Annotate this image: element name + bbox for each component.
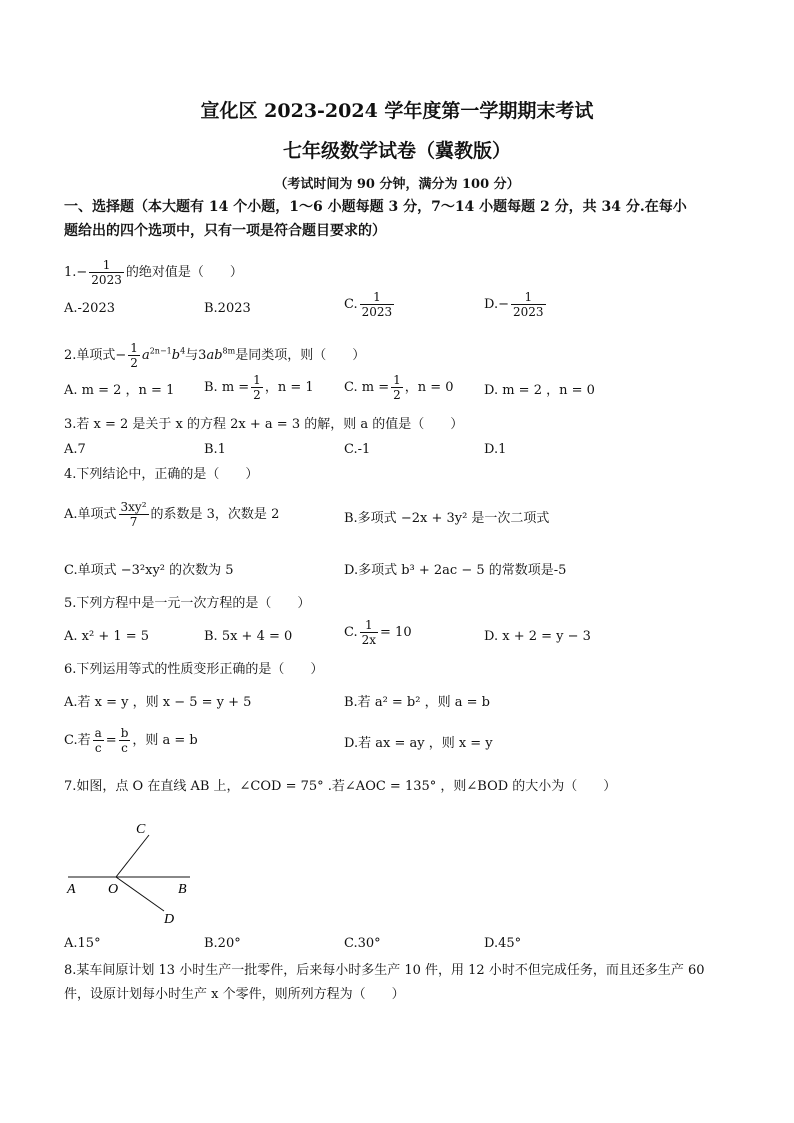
q2-b-prefix: B. m = <box>204 380 250 395</box>
q2-suffix: 是同类项，则（ ） <box>235 348 366 363</box>
q6-option-a: A.若 x = y ，则 x − 5 = y + 5 <box>64 695 252 710</box>
q2-c-den: 2 <box>393 388 401 402</box>
question-6-stem: 6.下列运用等式的性质变形正确的是（ ） <box>64 662 324 677</box>
q7-option-a: A.15° <box>64 936 101 951</box>
q2-option-d: D. m = 2 ，n = 0 <box>484 383 595 398</box>
q1-d-den: 2023 <box>512 305 544 319</box>
q1-frac-den: 2023 <box>91 273 122 287</box>
question-4-stem: 4.下列结论中，正确的是（ ） <box>64 467 259 482</box>
q4-a-den: 7 <box>129 515 138 529</box>
question-1-stem <box>64 258 243 287</box>
question-5-stem: 5.下列方程中是一元一次方程的是（ ） <box>64 596 311 611</box>
q2-fraction <box>128 341 140 370</box>
q5-option-a: A. x² + 1 = 5 <box>64 629 150 644</box>
q6-c-prefix: C.若 <box>64 733 91 748</box>
exam-info: （考试时间为 90 分钟，满分为 100 分） <box>274 177 520 192</box>
q1-c-fraction <box>360 290 395 319</box>
q2-mid: 与3 <box>185 348 207 363</box>
q2-c-fraction <box>391 373 403 402</box>
q2-c-prefix: C. m = <box>344 380 390 395</box>
q5-c-den: 2x <box>361 633 377 647</box>
q6-c-den2: c <box>121 741 128 755</box>
q1-option-b: B.2023 <box>204 301 251 316</box>
q6-c-eq: = <box>105 733 117 748</box>
q4-a-fraction <box>119 500 149 529</box>
q5-c-num: 1 <box>360 618 378 633</box>
q4-a-suffix: 的系数是 3，次数是 2 <box>150 507 280 522</box>
q1-d-fraction <box>511 290 546 319</box>
ray-oc <box>116 835 149 877</box>
q6-c-num2: b <box>120 726 129 740</box>
q2-option-b <box>204 373 314 402</box>
label-b: B <box>178 882 187 897</box>
q4-option-a <box>64 500 279 529</box>
q1-d-prefix: D.− <box>484 297 509 312</box>
ray-od <box>116 877 164 911</box>
q1-option-d <box>484 290 548 319</box>
q1-suffix: 的绝对值是（ ） <box>125 265 243 280</box>
q7-option-b: B.20° <box>204 936 241 951</box>
q2-b-den: 2 <box>253 388 261 402</box>
q5-option-d: D. x + 2 = y − 3 <box>484 629 591 644</box>
q1-c-den: 2023 <box>361 305 393 319</box>
question-8-line1: 8.某车间原计划 13 小时生产一批零件，后来每小时多生产 10 件，用 12 小时不但完成任务，而且还多生产 60 <box>64 963 705 978</box>
question-8-line2: 件，设原计划每小时生产 x 个零件，则所列方程为（ ） <box>64 987 405 1002</box>
q2-term1: a <box>141 348 150 363</box>
question-7-stem: 7.如图，点 O 在直线 AB 上，∠COD = 75° .若∠AOC = 135° ，则∠BOD 的大小为（ ） <box>64 779 617 794</box>
exam-title: 宣化区 2023-2024 学年度第一学期期末考试 <box>200 100 594 122</box>
q7-option-d: D.45° <box>484 936 522 951</box>
label-c: C <box>136 822 146 837</box>
q6-c-suffix: ，则 a = b <box>132 733 198 748</box>
q2-c-num: 1 <box>393 373 401 387</box>
q4-a-prefix: A.单项式 <box>64 507 117 522</box>
q1-option-a: A.-2023 <box>64 301 115 316</box>
q5-option-b: B. 5x + 4 = 0 <box>204 629 293 644</box>
q6-option-d: D.若 ax = ay ，则 x = y <box>344 736 493 751</box>
section-heading-line1: 一、选择题（本大题有 14 个小题，1～6 小题每题 3 分，7～14 小题每题 2 分，共 34 分.在每小 <box>64 199 687 215</box>
question-3-stem: 3.若 x = 2 是关于 x 的方程 2x + a = 3 的解，则 a 的值是（ ） <box>64 417 464 432</box>
label-o: O <box>108 882 119 897</box>
q1-c-num: 1 <box>360 290 395 305</box>
q1-option-c <box>344 290 396 319</box>
q1-frac-num: 1 <box>89 258 124 273</box>
q2-b-num: 1 <box>253 373 261 387</box>
q2-term1b-exp: 4 <box>180 346 186 356</box>
q3-option-b: B.1 <box>204 442 226 457</box>
q5-c-prefix: C. <box>344 625 358 640</box>
angle-figure <box>58 815 208 930</box>
q7-option-c: C.30° <box>344 936 381 951</box>
q6-c-fraction-1 <box>93 726 104 755</box>
q1-c-prefix: C. <box>344 297 358 312</box>
q5-option-c <box>344 618 412 647</box>
q2-frac-num: 1 <box>130 341 138 355</box>
q2-frac-den: 2 <box>130 356 138 370</box>
q2-term1-exp: 2n−1 <box>149 346 172 356</box>
q2-option-a: A. m = 2 ，n = 1 <box>64 383 175 398</box>
q3-option-c: C.-1 <box>344 442 371 457</box>
q5-c-fraction <box>360 618 378 647</box>
q2-option-c <box>344 373 454 402</box>
q6-option-b: B.若 a² = b² ，则 a = b <box>344 695 490 710</box>
label-d: D <box>164 912 175 927</box>
q4-a-num: 3xy² <box>120 500 147 514</box>
q2-term2-exp: 8m <box>222 346 236 356</box>
q6-c-den1: c <box>94 741 102 755</box>
q4-option-d: D.多项式 b³ + 2ac − 5 的常数项是-5 <box>344 563 567 578</box>
label-a: A <box>67 882 76 897</box>
q2-term2: ab <box>206 348 223 363</box>
q1-d-num: 1 <box>511 290 546 305</box>
q6-option-c <box>64 726 198 755</box>
q3-option-d: D.1 <box>484 442 507 457</box>
q2-c-suffix: ，n = 0 <box>404 380 454 395</box>
q2-b-suffix: ，n = 1 <box>264 380 314 395</box>
q5-c-suffix: = 10 <box>380 625 412 640</box>
exam-subtitle: 七年级数学试卷（冀教版） <box>282 140 511 162</box>
q6-c-fraction-2 <box>119 726 131 755</box>
q2-b-fraction <box>251 373 263 402</box>
q1-fraction <box>89 258 124 287</box>
q3-option-a: A.7 <box>64 442 86 457</box>
q4-option-b: B.多项式 −2x + 3y² 是一次二项式 <box>344 511 550 526</box>
q2-prefix: 2.单项式− <box>64 348 127 363</box>
q1-prefix: 1.− <box>64 265 88 280</box>
section-heading-line2: 题给出的四个选项中，只有一项是符合题目要求的） <box>64 223 386 239</box>
q6-c-num1: a <box>94 726 102 740</box>
question-2-stem <box>64 341 365 370</box>
q4-option-c: C.单项式 −3²xy² 的次数为 5 <box>64 563 234 578</box>
q2-term1b: b <box>171 348 181 363</box>
